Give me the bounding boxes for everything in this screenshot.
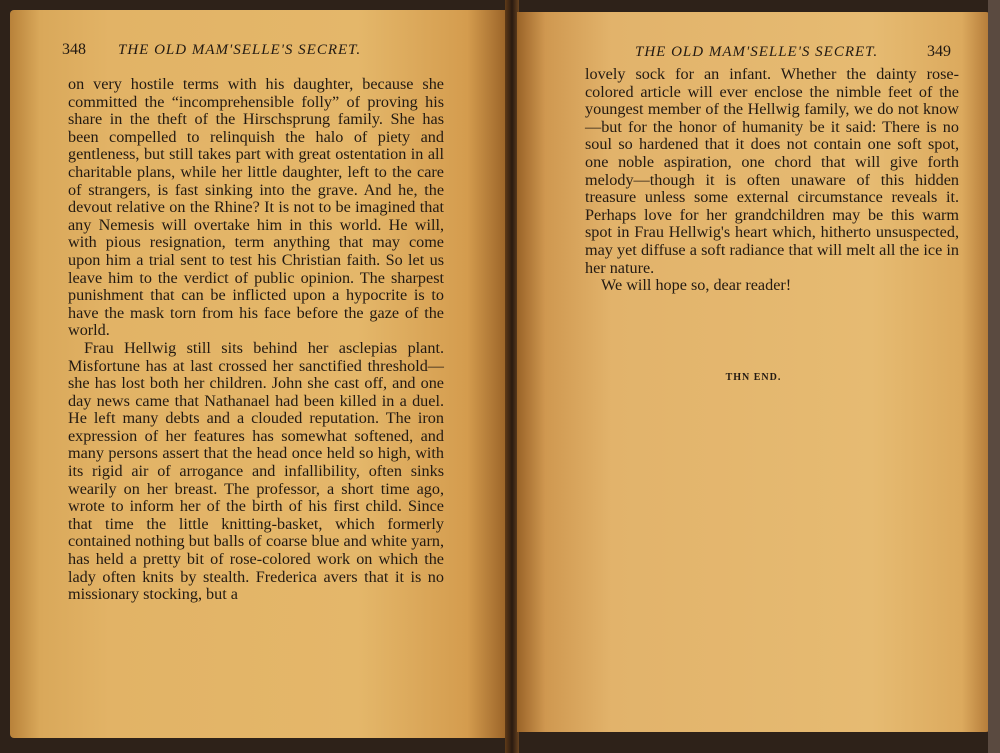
page-number: 349 (927, 43, 951, 60)
cover-edge (988, 0, 1000, 753)
paragraph: Frau Hellwig still sits behind her asclepias plant. Misfortune has at last crossed her sanctified threshold—she has lost both her children. John she cast off, and one day news came that Nathanael had been killed in a duel. He left many debts and a clouded reputation. The iron expression of her features has somewhat softened, and many persons assert that the head once held so high, with its rigid air of arrogance and infallibility, often sinks wearily on her breast. The professor, a short time ago, wrote to inform her of the birth of his first child. Since that time the little knitting-basket, which formerly contained nothing but balls of coarse blue and white yarn, has held a pretty bit of rose-colored work on which the lady often knits by stealth. Frederica avers that it is no missionary stocking, but a (68, 338, 444, 604)
paragraph: lovely sock for an infant. Whether the dainty rose-colored article will ever enclose the nimble feet of the youngest member of the Hellwig family, we do not know—but for the honor of humanity be it said: There is no soul so hardened that it does not contain one soft spot, one noble aspiration, one chord that will give forth melody—though it is often unaware of this hidden treasure unless some external circumstance reveals it. Perhaps love for her grandchildren may be this warm spot in Frau Hellwig's heart which, hitherto unsuspected, may yet diffuse a soft radiance that will melt all the ice in her nature. (585, 65, 959, 277)
page-number: 348 (62, 41, 86, 58)
running-head: THE OLD MAM'SELLE'S SECRET. (635, 44, 879, 60)
left-page (10, 10, 507, 738)
running-head: THE OLD MAM'SELLE'S SECRET. (118, 42, 362, 58)
paragraph: on very hostile terms with his daughter, because she committed the “incomprehensible folly” of proving his share in the theft of the Hirschsprung family. She has been compelled to relinquish the halo of piety and gentleness, but still takes part with great ostentation in all charitable plans, while her little daughter, left to the care of strangers, is fast sinking into the grave. And he, the devout relative on the Rhine? It is not to be imagined that any Nemesis will overtake him in this world. He will, with pious resignation, term anything that may come upon him a trial sent to test his Christian faith. So let us leave him to the verdict of public opinion. The sharpest punishment that can be inflicted upon a hypocrite is to have the mask torn from his face before the gaze of the world. (68, 75, 444, 340)
end-mark: THN END. (725, 372, 782, 383)
body-text (585, 66, 959, 295)
right-page (517, 12, 990, 732)
paragraph: We will hope so, dear reader! (601, 276, 792, 295)
body-text (68, 76, 444, 604)
